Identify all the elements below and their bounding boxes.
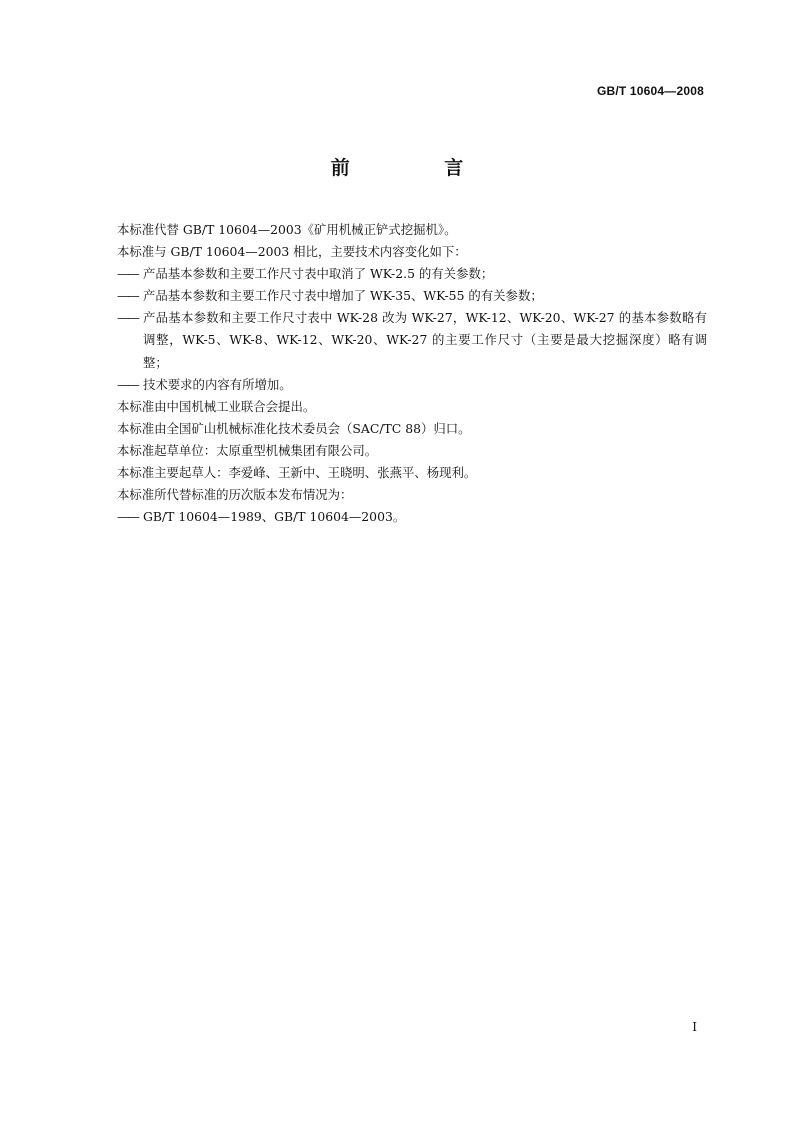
list-item-text: 技术要求的内容有所增加。 — [143, 376, 292, 392]
standard-code-header: GB/T 10604—2008 — [596, 84, 704, 98]
list-item-change — [117, 263, 707, 285]
dash-mark: —— — [117, 376, 138, 392]
list-item-change — [117, 374, 707, 396]
paragraph-replaces: 本标准代替 GB/T 10604—2003《矿用机械正铲式挖掘机》。 — [117, 222, 457, 237]
dash-mark: —— — [117, 288, 138, 304]
list-item-text: GB/T 10604—1989、GB/T 10604—2003。 — [143, 509, 406, 525]
list-item-change — [117, 285, 707, 307]
paragraph-under-jurisdiction: 本标准由全国矿山机械标准化技术委员会（SAC/TC 88）归口。 — [117, 420, 471, 436]
paragraph-changes-intro: 本标准与 GB/T 10604—2003 相比，主要技术内容变化如下： — [117, 244, 467, 260]
list-item-text: 产品基本参数和主要工作尺寸表中 WK-28 改为 WK-27，WK-12、WK-20、WK-27 的基本参数略有调整，WK-5、WK-8、WK-12、WK-20、WK-27 的主要工作尺寸（主要是最大挖掘深度）略有调整； — [143, 310, 707, 370]
list-item-change — [117, 307, 707, 373]
document-body — [117, 219, 707, 528]
paragraph-proposed-by: 本标准由中国机械工业联合会提出。 — [117, 398, 316, 414]
list-item-text: 产品基本参数和主要工作尺寸表中取消了 WK-2.5 的有关参数； — [143, 266, 494, 282]
list-item-text: 产品基本参数和主要工作尺寸表中增加了 WK-35、WK-55 的有关参数； — [143, 288, 543, 304]
paragraph-drafting-unit: 本标准起草单位：太原重型机械集团有限公司。 — [117, 442, 378, 458]
dash-mark: —— — [117, 266, 138, 282]
paragraph-history-intro: 本标准所代替标准的历次版本发布情况为： — [117, 487, 353, 503]
page-number: I — [692, 1020, 697, 1034]
paragraph-drafters: 本标准主要起草人：李爱峰、王新中、王晓明、张燕平、杨现利。 — [117, 465, 477, 481]
page-title: 前 言 — [330, 157, 508, 179]
dash-mark: —— — [117, 509, 138, 525]
dash-mark: —— — [117, 310, 138, 326]
list-item-history — [117, 506, 707, 528]
